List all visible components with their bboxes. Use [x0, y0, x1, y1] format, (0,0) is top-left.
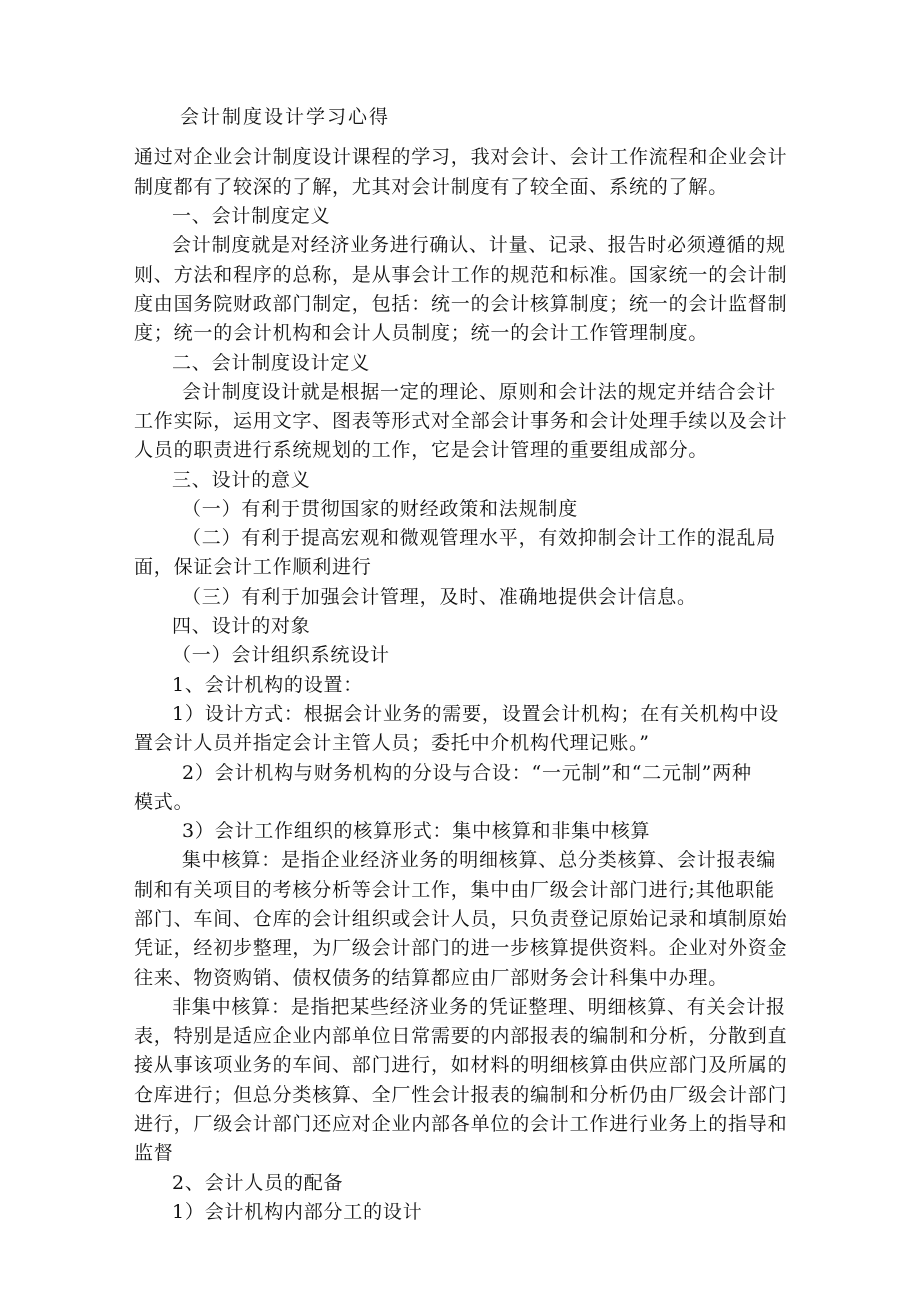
paragraph-line: 会计制度设计就是根据一定的理论、原则和会计法的规定并结合会计: [182, 381, 777, 403]
section-heading: 一、会计制度定义: [172, 205, 331, 227]
paragraph-line: 表，特别是适应企业内部单位日常需要的内部报表的编制和分析，分散到直: [134, 1025, 788, 1047]
subsection-heading: 1、会计机构的设置：: [172, 674, 364, 696]
paragraph-line: 度由国务院财政部门制定，包括：统一的会计核算制度；统一的会计监督制: [134, 293, 788, 315]
list-item: （二）有利于提高宏观和微观管理水平，有效抑制会计工作的混乱局: [182, 527, 777, 549]
paragraph-line: 凭证，经初步整理，为厂级会计部门的进一步核算提供资料。企业对外资金: [134, 937, 788, 959]
paragraph-line: 会计制度就是对经济业务进行确认、计量、记录、报告时必须遵循的规: [172, 234, 786, 256]
paragraph-line: 监督: [134, 1142, 174, 1164]
paragraph-line: 工作实际，运用文字、图表等形式对全部会计事务和会计处理手续以及会计: [134, 410, 788, 432]
paragraph-line: 集中核算：是指企业经济业务的明细核算、总分类核算、会计报表编: [182, 849, 777, 871]
paragraph-line: 部门、车间、仓库的会计组织或会计人员，只负责登记原始记录和填制原始: [134, 908, 788, 930]
paragraph-line: 置会计人员并指定会计主管人员；委托中介机构代理记账。”: [134, 732, 650, 754]
paragraph-line: 往来、物资购销、债权债务的结算都应由厂部财务会计科集中办理。: [134, 967, 729, 989]
document-title: 会计制度设计学习心得: [180, 106, 391, 128]
list-item: 1）会计机构内部分工的设计: [172, 1201, 423, 1223]
paragraph-line: 则、方法和程序的总称，是从事会计工作的规范和标准。国家统一的会计制: [134, 264, 788, 286]
section-heading: 四、设计的对象: [172, 615, 311, 637]
list-item: （一）有利于贯彻国家的财经政策和法规制度: [182, 498, 579, 520]
paragraph-line: 进行，厂级会计部门还应对企业内部各单位的会计工作进行业务上的指导和: [134, 1113, 788, 1135]
list-item: 3）会计工作组织的核算形式：集中核算和非集中核算: [182, 820, 651, 842]
paragraph-line: 通过对企业会计制度设计课程的学习，我对会计、会计工作流程和企业会计: [134, 146, 788, 168]
paragraph-line: 模式。: [134, 791, 194, 813]
paragraph-line: 接从事该项业务的车间、部门进行，如材料的明细核算由供应部门及所属的: [134, 1054, 788, 1076]
paragraph-line: 非集中核算：是指把某些经济业务的凭证整理、明细核算、有关会计报: [172, 996, 786, 1018]
subsection-heading: （一）会计组织系统设计: [172, 644, 390, 666]
section-heading: 二、会计制度设计定义: [172, 352, 371, 374]
paragraph-line: 制度都有了较深的了解，尤其对会计制度有了较全面、系统的了解。: [134, 176, 729, 198]
list-item: 2）会计机构与财务机构的分设与合设：“一元制”和“二元制”两种: [182, 762, 752, 784]
subsection-heading: 2、会计人员的配备: [172, 1172, 344, 1194]
paragraph-line: 面，保证会计工作顺利进行: [134, 556, 372, 578]
list-item: （三）有利于加强会计管理，及时、准确地提供会计信息。: [182, 586, 697, 608]
paragraph-line: 人员的职责进行系统规划的工作，它是会计管理的重要组成部分。: [134, 439, 709, 461]
paragraph-line: 制和有关项目的考核分析等会计工作，集中由厂级会计部门进行;其他职能: [134, 879, 775, 901]
section-heading: 三、设计的意义: [172, 469, 311, 491]
list-item: 1）设计方式：根据会计业务的需要，设置会计机构；在有关机构中设: [172, 703, 779, 725]
paragraph-line: 仓库进行；但总分类核算、全厂性会计报表的编制和分析仍由厂级会计部门: [134, 1084, 788, 1106]
paragraph-line: 度；统一的会计机构和会计人员制度；统一的会计工作管理制度。: [134, 322, 709, 344]
